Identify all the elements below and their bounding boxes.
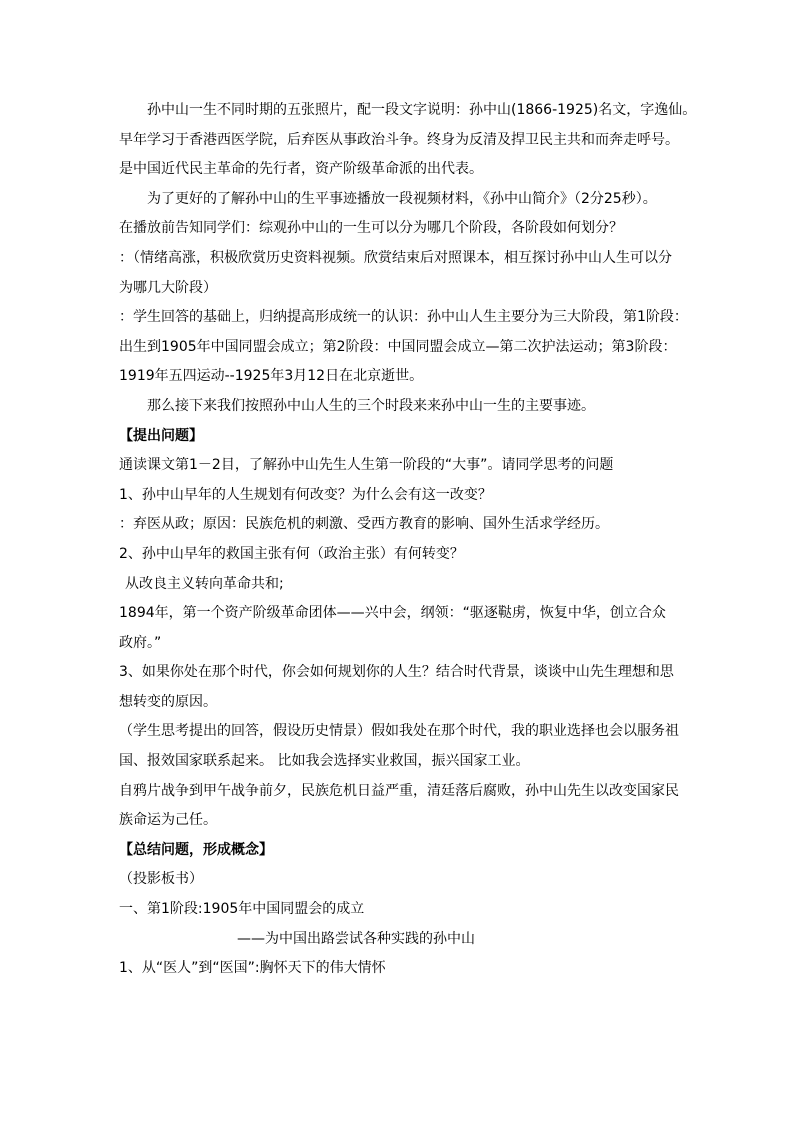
answer-1: ：弃医从政；原因：民族危机的刺激、受西方教育的影响、国外生活求学经历。 bbox=[119, 516, 609, 533]
question-3-line-2: 想转变的原因。 bbox=[119, 693, 217, 710]
paragraph-photos-line-2: 早年学习于香港西医学院，后弃医从事政治斗争。终身为反清及捍卫民主共和而奔走呼号。 bbox=[119, 131, 679, 148]
answer-2: 从改良主义转向革命共和; bbox=[125, 575, 284, 592]
paragraph-summary-line-1: ：学生回答的基础上，归纳提高形成统一的认识：孙中山人生主要分为三大阶段，第1阶段： bbox=[119, 309, 688, 326]
paragraph-crisis-line-1: 自鸦片战争到甲午战争前夕，民族危机日益严重，清廷落后腐败，孙中山先生以改变国家民 bbox=[119, 782, 679, 799]
paragraph-summary-line-3: 1919年五四运动--1925年3月12日在北京逝世。 bbox=[119, 368, 424, 385]
paragraph-read-text: 通读课文第1－2目，了解孙中山先生人生第一阶段的“大事”。请同学思考的问题 bbox=[119, 457, 614, 474]
paragraph-students-line-2: 为哪几大阶段） bbox=[119, 279, 217, 296]
paragraph-video-line-2: 在播放前告知同学们：综观孙中山的一生可以分为哪几个阶段，各阶段如何划分？ bbox=[119, 220, 623, 237]
document-body bbox=[119, 96, 697, 984]
question-1: 1、孙中山早年的人生规划有何改变？为什么会有这一改变？ bbox=[119, 486, 492, 503]
paragraph-crisis-line-2: 族命运为己任。 bbox=[119, 812, 217, 829]
paragraph-photos-line-3: 是中国近代民主革命的先行者，资产阶级革命派的出代表。 bbox=[119, 161, 483, 178]
section-heading-questions: 【提出问题】 bbox=[119, 427, 203, 444]
section-heading-summary: 【总结问题，形成概念】 bbox=[119, 841, 273, 858]
paragraph-photos-line-1: 孙中山一生不同时期的五张照片，配一段文字说明：孙中山(1866-1925)名文，字逸仙。 bbox=[147, 102, 697, 118]
paragraph-summary-line-2: 出生到1905年中国同盟会成立；第2阶段：中国同盟会成立—第二次护法运动；第3阶段： bbox=[119, 338, 677, 355]
answer-3-line-1: （学生思考提出的回答，假设历史情景）假如我处在那个时代，我的职业选择也会以服务祖 bbox=[119, 723, 679, 740]
projection-note: （投影板书） bbox=[119, 871, 203, 888]
stage-1-subtitle: ——为中国出路尝试各种实践的孙中山 bbox=[237, 930, 475, 947]
paragraph-1894-line-1: 1894年，第一个资产阶级革命团体——兴中会，纲领：“驱逐鞑虏，恢复中华，创立合众 bbox=[119, 605, 666, 622]
stage-1-heading: 一、第1阶段:1905年中国同盟会的成立 bbox=[119, 901, 365, 918]
stage-1-point-1: 1、从“医人”到“医国”:胸怀天下的伟大情怀 bbox=[119, 960, 386, 977]
paragraph-1894-line-2: 政府。” bbox=[119, 634, 162, 651]
answer-3-line-2: 国、报效国家联系起来。 比如我会选择实业救国，振兴国家工业。 bbox=[119, 753, 530, 770]
paragraph-transition: 那么接下来我们按照孙中山人生的三个时段来来孙中山一生的主要事迹。 bbox=[147, 397, 595, 414]
question-2: 2、孙中山早年的救国主张有何（政治主张）有何转变？ bbox=[119, 545, 464, 562]
paragraph-video-line-1: 为了更好的了解孙中山的生平事迹播放一段视频材料，《孙中山简介》（2分25秒）。 bbox=[147, 190, 657, 207]
paragraph-students-line-1: ：（情绪高涨，积极欣赏历史资料视频。欣赏结束后对照课本，相互探讨孙中山人生可以分 bbox=[119, 249, 672, 266]
question-3-line-1: 3、如果你处在那个时代，你会如何规划你的人生？结合时代背景，谈谈中山先生理想和思 bbox=[119, 664, 674, 681]
